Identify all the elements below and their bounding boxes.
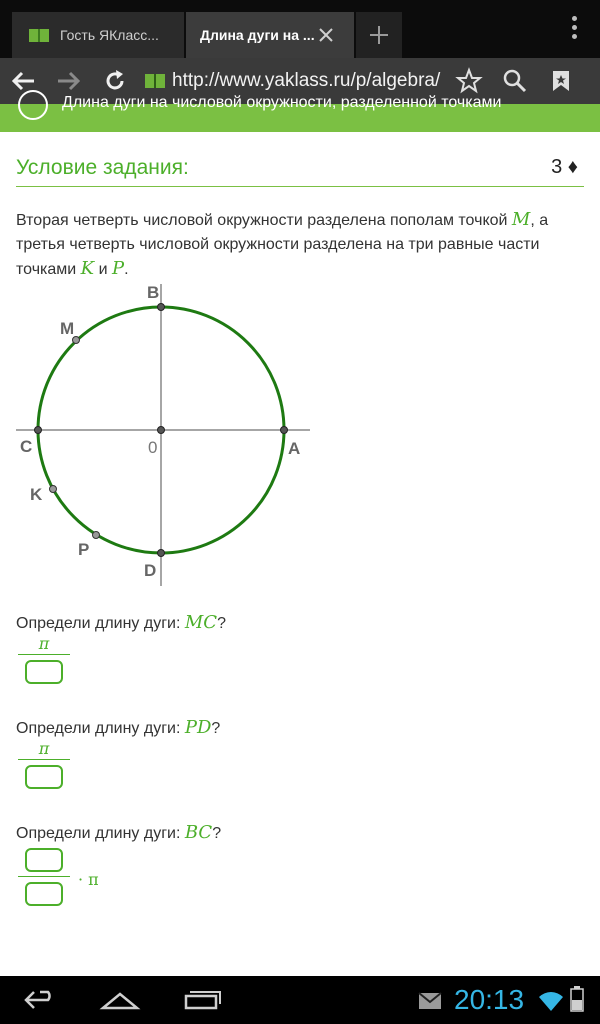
score-value: 3 (551, 156, 563, 178)
clock: 20:13 (454, 984, 525, 1015)
question-mark: ? (217, 615, 226, 632)
question-mark: ? (211, 720, 221, 737)
forward-arrow-icon (56, 70, 82, 92)
label-b: B (147, 283, 160, 302)
battery-icon (570, 986, 584, 1017)
condition-title: Условие задания: (16, 156, 189, 179)
denominator-input-pd[interactable] (25, 765, 63, 789)
tab-title: Длина дуги на ... (200, 27, 315, 43)
numerator-pi: π (38, 634, 50, 653)
tab-strip (0, 0, 600, 58)
diamond-icon: ♦ (567, 156, 578, 178)
fraction-bar (18, 654, 70, 655)
new-tab-button[interactable] (356, 12, 402, 58)
point-k (50, 486, 57, 493)
fraction-bar (18, 876, 70, 877)
task-text-part: . (124, 261, 129, 278)
question-mc (16, 612, 226, 633)
question-text: Определи длину дуги: (16, 615, 181, 632)
back-icon (22, 988, 58, 1012)
tab-title: Гость ЯКласс... (60, 27, 159, 43)
bookmarks-icon (550, 69, 572, 93)
overflow-menu-icon[interactable] (570, 16, 578, 42)
label-p: P (78, 540, 90, 559)
condition-header (16, 154, 584, 187)
answer-fraction-pd (18, 739, 70, 789)
search-icon (503, 69, 527, 93)
answer-fraction-mc (18, 634, 70, 684)
point-d (158, 550, 165, 557)
system-recents-button[interactable] (182, 988, 222, 1017)
denominator-input-mc[interactable] (25, 660, 63, 684)
star-icon (456, 68, 482, 94)
system-back-button[interactable] (22, 988, 58, 1017)
site-favicon-icon (144, 72, 166, 90)
label-m: M (60, 319, 75, 338)
numerator-pi: π (38, 739, 50, 758)
fraction-bar (18, 759, 70, 760)
point-a (281, 427, 288, 434)
task-text-part: Вторая четверть числовой окружности разделена пополам точкой (16, 212, 508, 229)
point-c (35, 427, 42, 434)
number-circle-diagram (16, 280, 316, 590)
tab-yaklass-guest[interactable] (12, 12, 184, 58)
yaklass-favicon-icon (28, 26, 50, 44)
label-a: A (288, 439, 301, 458)
label-origin: 0 (148, 438, 158, 457)
system-bar (0, 976, 600, 1024)
reload-icon (103, 69, 127, 93)
denominator-input-bc[interactable] (25, 882, 63, 906)
arc-name: MC (184, 612, 218, 633)
numerator-input-bc[interactable] (25, 848, 63, 872)
bookmarks-button[interactable] (538, 58, 584, 104)
topic-title: Длина дуги на числовой окружности, разделенной точками (62, 94, 502, 111)
question-mark: ? (212, 825, 222, 842)
question-text: Определи длину дуги: (16, 720, 181, 737)
math-var-p: P (111, 258, 125, 279)
url-field[interactable]: http://www.yaklass.ru/p/algebra/ (172, 70, 441, 91)
label-c: C (20, 437, 33, 456)
math-var-m: M (511, 209, 531, 230)
gmail-notification-icon[interactable] (418, 992, 442, 1015)
tab-arc-length[interactable] (186, 12, 354, 58)
recents-icon (182, 988, 222, 1012)
label-d: D (144, 561, 157, 580)
wifi-icon (538, 990, 564, 1017)
point-p (93, 532, 100, 539)
system-home-button[interactable] (100, 988, 140, 1017)
times-pi: · π (78, 870, 99, 889)
task-statement (16, 208, 576, 282)
plus-icon (368, 24, 390, 46)
score (551, 156, 578, 179)
question-text: Определи длину дуги: (16, 825, 181, 842)
math-var-k: K (80, 258, 95, 279)
arc-name: PD (184, 717, 212, 738)
task-text-part: , а третья четверть числовой окружности разделена на три равные части точками (16, 212, 549, 278)
close-icon[interactable] (316, 25, 336, 45)
question-pd (16, 717, 220, 738)
arc-name: BC (184, 822, 213, 843)
back-circle-icon[interactable] (18, 90, 48, 120)
label-k: K (30, 485, 43, 504)
topic-header (0, 94, 600, 132)
task-text-part: и (98, 261, 108, 278)
point-b (158, 304, 165, 311)
point-origin (158, 427, 165, 434)
answer-fraction-bc (18, 848, 70, 906)
question-bc (16, 822, 221, 843)
home-icon (100, 988, 140, 1012)
back-arrow-icon (10, 70, 36, 92)
